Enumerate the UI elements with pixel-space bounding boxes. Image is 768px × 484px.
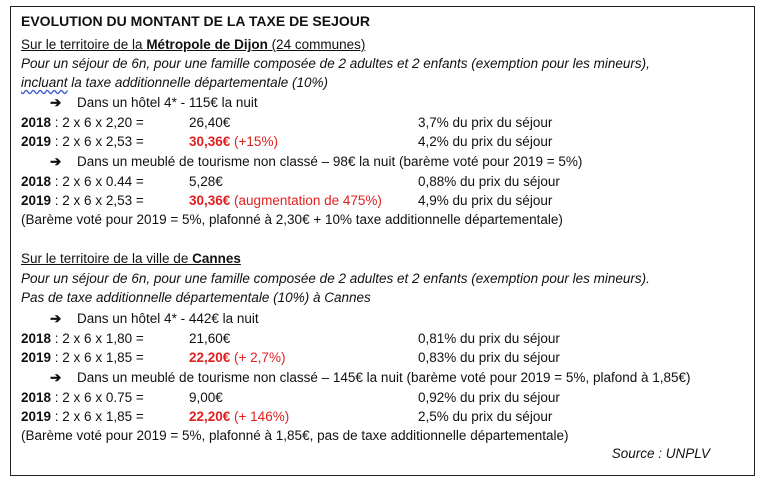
cannes-intro-line2: Pas de taxe additionnelle départementale (10%) à Cannes [21,290,371,305]
arrow-right-icon: ➔ [50,154,62,169]
cannes-hotel-bullet [50,310,259,328]
row-amount: 9,00€ [189,390,223,405]
dijon-meuble-row-2019 [0,192,760,210]
dijon-intro-rest: la taxe additionnelle départementale (10%) [67,75,328,90]
row-note: (augmentation de 475%) [230,193,382,208]
cannes-hotel-row-2018 [0,330,760,348]
dijon-intro-underlined: incluant [21,75,68,90]
row-note: (+ 146%) [230,409,290,424]
row-amount: 22,20€ [189,350,231,365]
cannes-meuble-bullet [50,369,691,387]
source-credit: Source : UNPLV [611,446,710,461]
dijon-meuble-row-2018 [0,173,760,191]
cannes-hotel-row-2019 [0,349,760,367]
row-formula: : 2 x 6 x 2,20 = [51,115,144,130]
dijon-footnote: (Barème voté pour 2019 = 5%, plafonné à 2,30€ + 10% taxe additionnelle départementale) [21,212,563,227]
row-formula: : 2 x 6 x 0.44 = [51,174,144,189]
dijon-intro-line1: Pour un séjour de 6n, pour une famille composée de 2 adultes et 2 enfants (exemption pour les mineurs), [21,56,650,71]
dijon-hotel-row-2019 [0,133,760,151]
arrow-right-icon: ➔ [50,95,62,110]
cannes-heading-prefix: Sur le territoire de la ville de [21,251,193,266]
row-formula: : 2 x 6 x 0.75 = [51,390,144,405]
row-pct: 0,88% du prix du séjour [418,174,560,189]
row-amount: 30,36€ [189,193,231,208]
dijon-heading-prefix: Sur le territoire de la [21,37,147,52]
row-year: 2019 [21,193,52,208]
row-amount: 5,28€ [189,174,223,189]
dijon-hotel-row-2018 [0,114,760,132]
arrow-right-icon: ➔ [50,311,62,326]
row-pct: 4,2% du prix du séjour [418,134,553,149]
row-amount: 26,40€ [189,115,231,130]
row-pct: 3,7% du prix du séjour [418,115,553,130]
document-title: EVOLUTION DU MONTANT DE LA TAXE DE SEJOUR [21,13,370,29]
row-pct: 0,83% du prix du séjour [418,350,560,365]
row-pct: 0,81% du prix du séjour [418,331,560,346]
cannes-heading-place: Cannes [192,251,241,266]
row-year: 2018 [21,115,52,130]
row-pct: 4,9% du prix du séjour [418,193,553,208]
row-amount: 30,36€ [189,134,231,149]
row-year: 2018 [21,174,52,189]
cannes-footnote: (Barème voté pour 2019 = 5%, plafonné à 1,85€, pas de taxe additionnelle départementale) [21,428,569,443]
row-year: 2018 [21,390,52,405]
row-year: 2019 [21,134,52,149]
cannes-heading [21,250,241,268]
row-amount: 21,60€ [189,331,231,346]
arrow-right-icon: ➔ [50,370,62,385]
row-note: (+15%) [230,134,278,149]
dijon-heading-place: Métropole de Dijon [146,37,268,52]
row-formula: : 2 x 6 x 2,53 = [51,193,144,208]
row-amount: 22,20€ [189,409,231,424]
row-formula: : 2 x 6 x 1,80 = [51,331,144,346]
row-formula: : 2 x 6 x 2,53 = [51,134,144,149]
dijon-hotel-label: Dans un hôtel 4* - 115€ la nuit [77,95,258,110]
dijon-heading-suffix: (24 communes) [267,37,366,52]
row-year: 2019 [21,350,52,365]
cannes-hotel-label: Dans un hôtel 4* - 442€ la nuit [77,311,259,326]
cannes-intro-line1: Pour un séjour de 6n, pour une famille composée de 2 adultes et 2 enfants (exemption pour les mineurs). [21,271,650,286]
cannes-meuble-row-2019 [0,408,760,426]
cannes-meuble-label: Dans un meublé de tourisme non classé – 145€ la nuit (barème voté pour 2019 = 5%, plafond à 1,85€) [77,370,691,385]
dijon-heading [21,36,365,54]
row-note: (+ 2,7%) [230,350,286,365]
row-formula: : 2 x 6 x 1,85 = [51,350,144,365]
row-pct: 2,5% du prix du séjour [418,409,553,424]
dijon-meuble-bullet [50,153,582,171]
row-year: 2019 [21,409,52,424]
dijon-meuble-label: Dans un meublé de tourisme non classé – 98€ la nuit (barème voté pour 2019 = 5%) [77,154,583,169]
dijon-hotel-bullet [50,94,258,112]
row-formula: : 2 x 6 x 1,85 = [51,409,144,424]
row-year: 2018 [21,331,52,346]
row-pct: 0,92% du prix du séjour [418,390,560,405]
dijon-intro-line2 [21,74,328,92]
cannes-meuble-row-2018 [0,389,760,407]
